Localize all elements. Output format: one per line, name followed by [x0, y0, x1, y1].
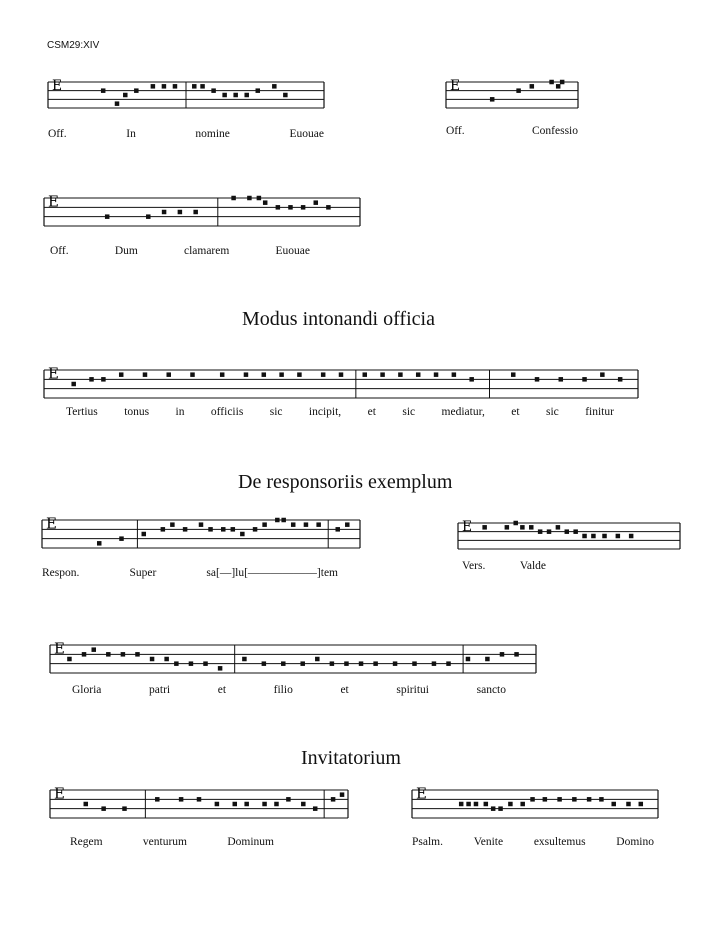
- neume-note: [91, 647, 96, 652]
- lyric-word: tonus: [124, 406, 150, 418]
- c-clef-icon: E: [48, 364, 59, 383]
- lyric-word: sic: [269, 406, 283, 418]
- neume-note: [491, 806, 496, 811]
- lyrics-off-confessio: [446, 125, 578, 137]
- lyric-word: Dum: [114, 245, 138, 257]
- c-clef-icon: E: [54, 784, 65, 803]
- neume-note: [276, 205, 281, 210]
- lyrics-off-dum-clamarem: [50, 245, 310, 257]
- neume-note: [166, 372, 171, 377]
- neume-note: [326, 205, 331, 210]
- lyric-word: Off.: [446, 125, 465, 137]
- neume-note: [556, 525, 561, 530]
- neume-note: [582, 377, 587, 382]
- neume-note: [256, 88, 261, 93]
- neume-note: [508, 802, 513, 807]
- neume-note: [84, 802, 89, 807]
- neume-note: [484, 802, 489, 807]
- lyric-word: in: [175, 406, 185, 418]
- neume-note: [174, 661, 179, 666]
- lyric-word: Dominum: [227, 836, 274, 848]
- neume-note: [398, 372, 403, 377]
- neume-note: [432, 661, 437, 666]
- lyric-word: Regem: [70, 836, 103, 848]
- lyric-word: mediatur,: [441, 406, 485, 418]
- neume-note: [101, 806, 106, 811]
- neume-note: [315, 657, 320, 662]
- neume-note: [161, 527, 166, 532]
- staff-off-dum-clamarem: [44, 192, 360, 226]
- neume-note: [314, 200, 319, 205]
- c-clef-icon: E: [48, 192, 59, 211]
- neume-note: [122, 806, 127, 811]
- neume-note: [155, 797, 160, 802]
- neume-note: [199, 522, 204, 527]
- lyrics-vers-valde: [462, 560, 546, 572]
- neume-note: [208, 527, 213, 532]
- neume-note: [466, 657, 471, 662]
- staff-modus-intonandi: [44, 364, 638, 398]
- neume-note: [466, 802, 471, 807]
- neume-note: [629, 534, 634, 539]
- neume-note: [363, 372, 368, 377]
- staff-off-in-nomine: [48, 77, 324, 108]
- neume-note: [190, 372, 195, 377]
- neume-note: [286, 797, 291, 802]
- staff-off-confessio: [446, 77, 578, 108]
- lyric-word: et: [367, 406, 376, 418]
- neume-note: [316, 522, 321, 527]
- c-clef-icon: E: [54, 639, 65, 658]
- neume-note: [543, 797, 548, 802]
- lyrics-regem-venturum: [70, 836, 274, 848]
- neume-note: [119, 536, 124, 541]
- neume-note: [321, 372, 326, 377]
- neume-note: [485, 657, 490, 662]
- lyric-word: Vers.: [462, 560, 486, 572]
- neume-note: [313, 806, 318, 811]
- neume-note: [380, 372, 385, 377]
- neume-note: [626, 802, 631, 807]
- neume-note: [331, 797, 336, 802]
- neume-note: [134, 88, 139, 93]
- lyric-word: Gloria: [72, 684, 102, 696]
- neume-note: [301, 205, 306, 210]
- neume-note: [535, 377, 540, 382]
- lyric-word: Psalm.: [412, 836, 443, 848]
- c-clef-icon: E: [416, 784, 427, 803]
- staff-svg: [44, 192, 360, 226]
- neume-note: [262, 661, 267, 666]
- neume-note: [135, 652, 140, 657]
- neume-note: [242, 657, 247, 662]
- neume-note: [529, 525, 534, 530]
- neume-note: [231, 196, 236, 201]
- lyric-word: venturum: [142, 836, 187, 848]
- lyrics-gloria-patri: [72, 684, 506, 696]
- neume-note: [482, 525, 487, 530]
- neume-note: [244, 802, 249, 807]
- neume-note: [559, 377, 564, 382]
- neume-note: [618, 377, 623, 382]
- lyric-word: exsultemus: [533, 836, 586, 848]
- staff-svg: [50, 784, 348, 818]
- lyric-word: filio: [273, 684, 293, 696]
- neume-note: [300, 661, 305, 666]
- neume-note: [345, 522, 350, 527]
- staff-respon-super: [42, 514, 360, 548]
- neume-note: [162, 84, 167, 89]
- neume-note: [257, 196, 262, 201]
- neume-note: [183, 527, 188, 532]
- neume-note: [146, 214, 151, 219]
- staff-svg: [446, 77, 578, 108]
- staff-svg: [50, 639, 536, 673]
- neume-note: [434, 372, 439, 377]
- neume-note: [179, 797, 184, 802]
- neume-note: [469, 377, 474, 382]
- neume-note: [283, 93, 288, 98]
- neume-note: [151, 84, 156, 89]
- neume-note: [218, 666, 223, 671]
- neume-note: [514, 652, 519, 657]
- neume-note: [611, 802, 616, 807]
- neume-note: [516, 88, 521, 93]
- neume-note: [393, 661, 398, 666]
- neume-note: [89, 377, 94, 382]
- lyric-word: Super: [129, 567, 157, 579]
- staff-svg: [44, 364, 638, 398]
- neume-note: [101, 88, 106, 93]
- lyric-word: et: [340, 684, 349, 696]
- neume-note: [71, 382, 76, 387]
- staff-svg: [412, 784, 658, 818]
- neume-note: [557, 797, 562, 802]
- neume-note: [373, 661, 378, 666]
- c-clef-icon: E: [46, 514, 57, 533]
- neume-note: [538, 529, 543, 534]
- lyrics-modus-intonandi: [66, 406, 614, 418]
- neume-note: [115, 101, 120, 106]
- neume-note: [263, 200, 268, 205]
- lyric-word: et: [511, 406, 520, 418]
- neume-note: [335, 527, 340, 532]
- lyrics-psalm-venite: [412, 836, 654, 848]
- neume-note: [530, 797, 535, 802]
- lyric-word: patri: [149, 684, 171, 696]
- neume-note: [304, 522, 309, 527]
- neume-note: [344, 661, 349, 666]
- neume-note: [573, 529, 578, 534]
- lyric-word: Euouae: [289, 128, 324, 140]
- neume-note: [82, 652, 87, 657]
- heading-responsoriis: De responsoriis exemplum: [238, 471, 453, 493]
- neume-note: [262, 522, 267, 527]
- staff-svg: [48, 77, 324, 108]
- neume-note: [244, 372, 249, 377]
- lyric-word: Euouae: [275, 245, 310, 257]
- neume-note: [412, 661, 417, 666]
- neume-note: [274, 802, 279, 807]
- neume-note: [639, 802, 644, 807]
- neume-note: [231, 527, 236, 532]
- neume-note: [106, 652, 111, 657]
- lyric-word: Domino: [616, 836, 654, 848]
- neume-note: [119, 372, 124, 377]
- neume-note: [288, 205, 293, 210]
- neume-note: [599, 797, 604, 802]
- neume-note: [164, 657, 169, 662]
- lyric-word: clamarem: [183, 245, 230, 257]
- staff-svg: [458, 518, 680, 549]
- neume-note: [301, 802, 306, 807]
- lyric-word: officiis: [210, 406, 244, 418]
- lyric-word: finitur: [585, 406, 614, 418]
- neume-note: [600, 372, 605, 377]
- neume-note: [123, 93, 128, 98]
- staff-gloria-patri: [50, 639, 536, 673]
- neume-note: [189, 661, 194, 666]
- lyrics-off-in-nomine: [48, 128, 324, 140]
- lyric-word: spiritui: [396, 684, 429, 696]
- neume-note: [505, 525, 510, 530]
- neume-note: [500, 652, 505, 657]
- neume-note: [193, 210, 198, 215]
- staff-regem-venturum: [50, 784, 348, 818]
- neume-note: [101, 377, 106, 382]
- lyric-word: Off.: [50, 245, 69, 257]
- neume-note: [587, 797, 592, 802]
- neume-note: [549, 80, 554, 85]
- neume-note: [142, 532, 147, 537]
- neume-note: [446, 661, 451, 666]
- neume-note: [560, 80, 565, 85]
- lyric-word: nomine: [195, 128, 230, 140]
- heading-invitatorium: Invitatorium: [301, 747, 401, 769]
- neume-note: [281, 661, 286, 666]
- c-clef-icon: E: [462, 518, 473, 535]
- neume-note: [490, 97, 495, 101]
- neume-note: [247, 196, 252, 201]
- neume-note: [262, 802, 267, 807]
- lyric-word: Venite: [473, 836, 504, 848]
- lyric-word: Respon.: [42, 567, 80, 579]
- page-reference: CSM29:XIV: [47, 40, 100, 51]
- neume-note: [416, 372, 421, 377]
- neume-note: [591, 534, 596, 539]
- neume-note: [173, 84, 178, 89]
- staff-vers-valde: [458, 518, 680, 549]
- neume-note: [474, 802, 479, 807]
- neume-note: [220, 372, 225, 377]
- neume-note: [253, 527, 258, 532]
- neume-note: [511, 372, 516, 377]
- c-clef-icon: E: [450, 77, 461, 94]
- neume-note: [222, 93, 227, 98]
- neume-note: [520, 802, 525, 807]
- lyrics-respon-super: [42, 567, 338, 579]
- lyric-word: sic: [546, 406, 559, 418]
- neume-note: [150, 657, 155, 662]
- neume-note: [616, 534, 621, 539]
- neume-note: [513, 521, 518, 526]
- lyric-word: sancto: [476, 684, 506, 696]
- neume-note: [498, 806, 503, 811]
- neume-note: [244, 93, 249, 98]
- neume-note: [162, 210, 167, 215]
- neume-note: [192, 84, 197, 89]
- c-clef-icon: E: [52, 77, 63, 94]
- neume-note: [272, 84, 277, 89]
- lyric-word: incipit,: [308, 406, 342, 418]
- neume-note: [67, 657, 72, 662]
- lyric-word: Valde: [519, 560, 546, 572]
- neume-note: [520, 525, 525, 530]
- neume-note: [359, 661, 364, 666]
- neume-note: [233, 802, 238, 807]
- neume-note: [200, 84, 205, 89]
- neume-note: [211, 88, 216, 93]
- neume-note: [565, 529, 570, 534]
- lyric-word: et: [217, 684, 227, 696]
- neume-note: [121, 652, 126, 657]
- neume-note: [233, 93, 238, 98]
- neume-note: [197, 797, 202, 802]
- neume-note: [215, 802, 220, 807]
- neume-note: [262, 372, 267, 377]
- staff-psalm-venite: [412, 784, 658, 818]
- neume-note: [143, 372, 148, 377]
- neume-note: [170, 522, 175, 527]
- neume-note: [556, 84, 561, 89]
- neume-note: [221, 527, 226, 532]
- neume-note: [281, 518, 286, 523]
- lyric-word: In: [126, 128, 136, 140]
- neume-note: [339, 372, 344, 377]
- neume-note: [582, 534, 587, 539]
- neume-note: [530, 84, 535, 89]
- neume-note: [203, 661, 208, 666]
- neume-note: [452, 372, 457, 377]
- neume-note: [279, 372, 284, 377]
- neume-note: [178, 210, 183, 215]
- lyric-word: Confessio: [532, 125, 578, 137]
- neume-note: [105, 214, 110, 219]
- heading-modus-intonandi: Modus intonandi officia: [242, 308, 435, 330]
- neume-note: [459, 802, 464, 807]
- lyric-word: Tertius: [66, 406, 98, 418]
- neume-note: [547, 529, 552, 534]
- neume-note: [572, 797, 577, 802]
- neume-note: [330, 661, 335, 666]
- lyric-word: sa[—]lu[——————]tem: [206, 567, 338, 579]
- neume-note: [340, 792, 345, 797]
- neume-note: [291, 522, 296, 527]
- neume-note: [240, 532, 245, 537]
- lyric-word: sic: [402, 406, 416, 418]
- neume-note: [297, 372, 302, 377]
- neume-note: [97, 541, 102, 546]
- staff-svg: [42, 514, 360, 548]
- neume-note: [275, 518, 280, 523]
- lyric-word: Off.: [48, 128, 67, 140]
- neume-note: [602, 534, 607, 539]
